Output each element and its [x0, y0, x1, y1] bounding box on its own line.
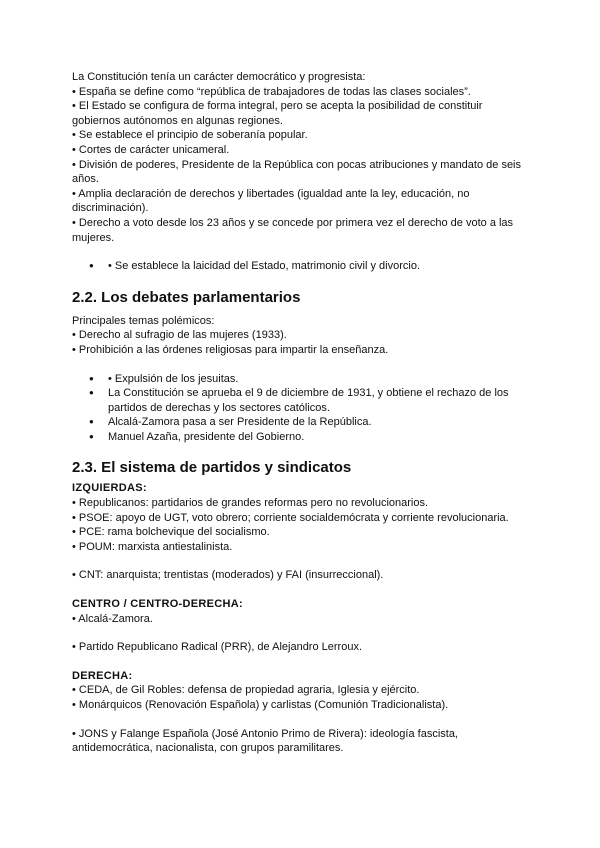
parties-section: [72, 458, 532, 755]
category-izquierdas: IZQUIERDAS:: [72, 482, 147, 495]
party-item: • JONS y Falange Española (José Antonio Primo de Rivera): ideología fascista, antidemocrática, nacionalista, con grupos paramilitares.: [72, 727, 458, 755]
party-item: • PCE: rama bolchevique del socialismo.: [72, 526, 270, 539]
party-item: • Partido Republicano Radical (PRR), de Alejandro Lerroux.: [72, 641, 363, 654]
party-item: • Monárquicos (Renovación Española) y carlistas (Comunión Tradicionalista).: [72, 699, 449, 711]
party-item: • CNT: anarquista; trentistas (moderados) y FAI (insurreccional).: [72, 569, 384, 582]
category-derecha: DERECHA:: [72, 669, 133, 682]
document-content: [72, 70, 532, 756]
category-centro: CENTRO / CENTRO-DERECHA:: [72, 598, 243, 611]
list-item: ● Alcalá-Zamora pasa a ser Presidente de la República.: [106, 415, 532, 430]
list-item: ● • Expulsión de los jesuitas.: [106, 372, 532, 387]
debates-intro: Principales temas polémicos:: [72, 314, 215, 327]
constitution-section: [72, 70, 532, 274]
party-item: • Republicanos: partidarios de grandes reformas pero no revolucionarios.: [72, 497, 429, 510]
party-item: • POUM: marxista antiestalinista.: [72, 540, 233, 553]
party-item: • CEDA, de Gil Robles: defensa de propiedad agraria, Iglesia y ejército.: [72, 684, 420, 697]
constitution-item: • España se define como “república de trabajadores de todas las clases sociales”.: [72, 85, 471, 98]
constitution-item: • Se establece el principio de soberanía popular.: [72, 129, 308, 142]
list-item: ● • Se establece la laicidad del Estado, matrimonio civil y divorcio.: [106, 259, 532, 274]
constitution-bullet-list: [72, 259, 532, 274]
constitution-item: • Amplia declaración de derechos y libertades (igualdad ante la ley, educación, no discriminación).: [72, 187, 470, 215]
list-item: ● La Constitución se aprueba el 9 de diciembre de 1931, y obtiene el rechazo de los partidos de derechas y los sectores católicos.: [106, 386, 532, 415]
debates-item: • Prohibición a las órdenes religiosas para impartir la enseñanza.: [72, 343, 389, 356]
section-title-parties: 2.3. El sistema de partidos y sindicatos: [72, 459, 352, 477]
constitution-item: • Cortes de carácter unicameral.: [72, 143, 230, 156]
list-item: ● Manuel Azaña, presidente del Gobierno.: [106, 430, 532, 445]
party-item: • Alcalá-Zamora.: [72, 612, 153, 625]
constitution-heading: La Constitución tenía un carácter democrático y progresista:: [72, 71, 366, 83]
constitution-item: • División de poderes, Presidente de la República con pocas atribuciones y mandato de seis años.: [72, 158, 522, 186]
debates-item: • Derecho al sufragio de las mujeres (1933).: [72, 329, 287, 342]
constitution-item: • Derecho a voto desde los 23 años y se concede por primera vez el derecho de voto a las mujeres.: [72, 216, 514, 244]
party-item: • PSOE: apoyo de UGT, voto obrero; corriente socialdemócrata y corriente revolucionaria.: [72, 511, 509, 524]
debates-section: [72, 288, 532, 445]
section-title-debates: 2.2. Los debates parlamentarios: [72, 288, 301, 306]
constitution-item: • El Estado se configura de forma integral, pero se acepta la posibilidad de constituir gobiernos autónomos en algunas regiones.: [72, 100, 483, 127]
debates-bullet-list: [72, 372, 532, 445]
